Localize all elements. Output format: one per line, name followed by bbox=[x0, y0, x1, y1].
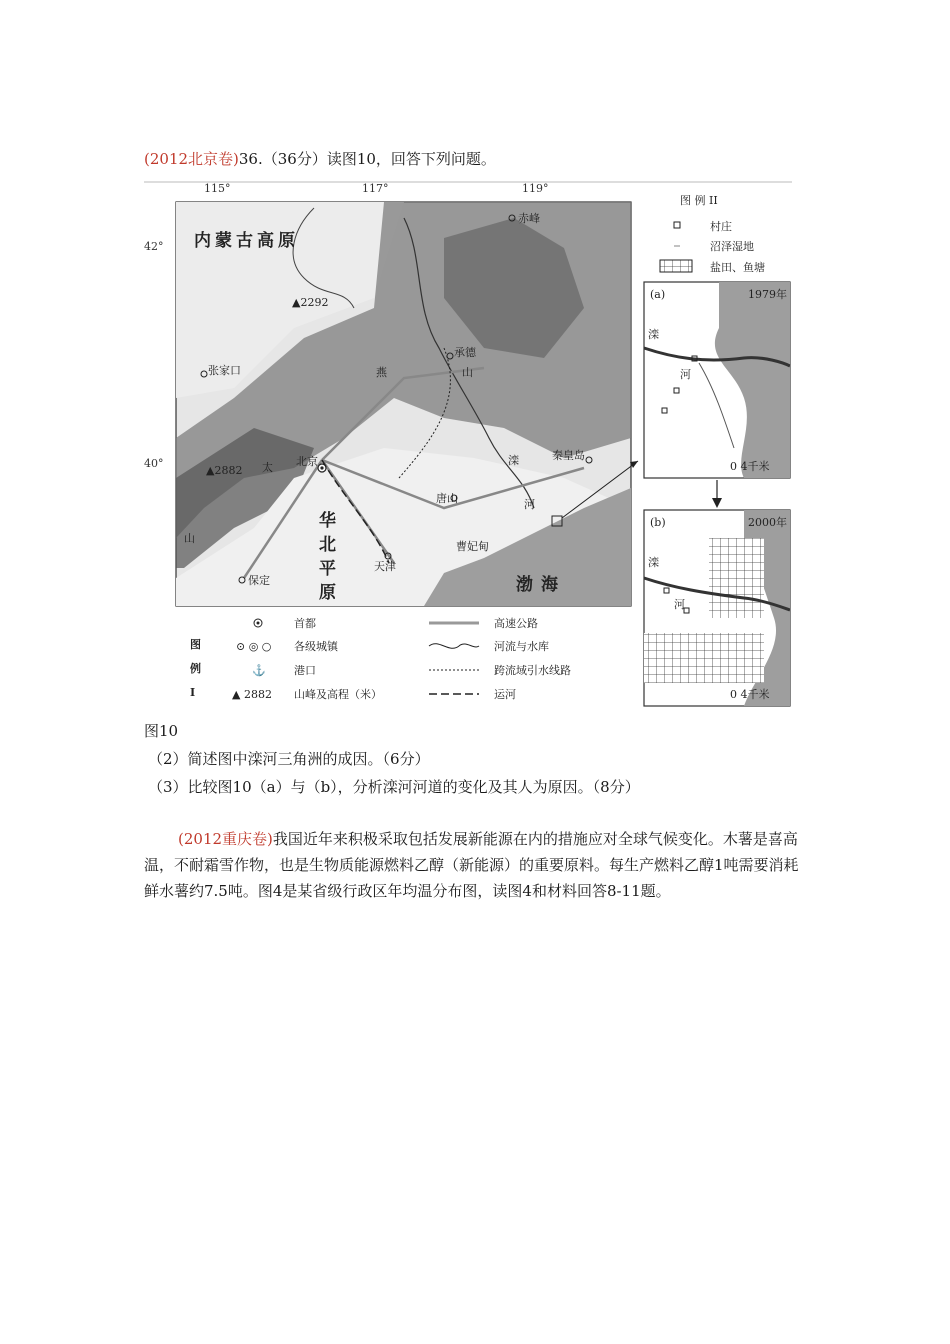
lon-119: 119° bbox=[522, 182, 549, 195]
capital-icon-dot bbox=[257, 622, 260, 625]
place-caofeidian: 曹妃甸 bbox=[456, 540, 489, 553]
legend-saltpan: 盐田、鱼塘 bbox=[710, 261, 765, 274]
paragraph-text: 我国近年来积极采取包括发展新能源在内的措施应对全球气候变化。木薯是喜高温，不耐霜雪作物，也是生物质能源燃料乙醇（新能源）的重要原料。每生产燃料乙醇1吨需要消耗鲜水薯约7.5吨。图4是某省级行政区年均温分布图，读图4和材料回答8-11题。 bbox=[144, 830, 799, 900]
lat-42: 42° bbox=[144, 240, 164, 253]
lon-117: 117° bbox=[362, 182, 389, 195]
legend-towns: 各级城镇 bbox=[294, 640, 338, 653]
legend-i bbox=[190, 616, 571, 701]
inset-b-label: (b) bbox=[650, 516, 666, 529]
legend-canal: 运河 bbox=[494, 688, 516, 701]
anchor-icon: ⚓ bbox=[252, 664, 266, 677]
figure-10 bbox=[144, 178, 794, 708]
place-qinhuangdao: 秦皇岛 bbox=[552, 449, 585, 462]
main-map bbox=[144, 182, 638, 606]
legend-ii bbox=[660, 193, 765, 274]
region-plain-4: 原 bbox=[319, 583, 336, 603]
place-beijing: 北京 bbox=[296, 455, 318, 468]
inset-b-scale: 0 4千米 bbox=[730, 688, 770, 701]
beijing-marker-dot bbox=[320, 466, 323, 469]
inset-a bbox=[644, 282, 790, 478]
legend-i-char-2: 例 bbox=[190, 662, 201, 675]
saltpan-icon bbox=[660, 260, 692, 272]
inset-a-year: 1979年 bbox=[748, 288, 787, 301]
place-tianjin: 天津 bbox=[374, 560, 396, 573]
lat-40: 40° bbox=[144, 457, 164, 470]
lon-115: 115° bbox=[204, 182, 231, 195]
place-tangshan: 唐山 bbox=[436, 492, 458, 505]
legend-i-char-1: 图 bbox=[190, 638, 201, 651]
inset-b-year: 2000年 bbox=[748, 516, 787, 529]
place-chengde: 承德 bbox=[454, 346, 476, 359]
question-8-11-paragraph bbox=[144, 826, 806, 904]
river-luan: 滦 bbox=[508, 454, 519, 467]
peak-2292: ▲2292 bbox=[292, 296, 329, 309]
source-tag: (2012重庆卷) bbox=[178, 830, 273, 848]
legend-river: 河流与水库 bbox=[494, 640, 549, 653]
inset-down-arrowhead bbox=[712, 498, 722, 508]
legend-ii-title: 图 例 II bbox=[680, 194, 718, 207]
question-3: （3）比较图10（a）与（b），分析滦河河道的变化及其人为原因。（8分） bbox=[148, 778, 640, 796]
place-baoding: 保定 bbox=[248, 574, 270, 587]
peak-2882: ▲2882 bbox=[206, 464, 243, 477]
place-chifeng: 赤峰 bbox=[518, 212, 540, 225]
legend-marsh: 沼泽湿地 bbox=[710, 240, 754, 253]
region-plain-2: 北 bbox=[319, 535, 336, 555]
inset-a-scale: 0 4千米 bbox=[730, 460, 770, 473]
mountain-shan: 山 bbox=[462, 366, 473, 379]
mountain-shan-2: 山 bbox=[184, 532, 195, 545]
question-text: 36.（36分）读图10，回答下列问题。 bbox=[238, 150, 496, 168]
mountain-tai: 太 bbox=[262, 461, 273, 474]
place-zhangjiakou: 张家口 bbox=[208, 364, 241, 377]
legend-peak: 山峰及高程（米） bbox=[294, 688, 382, 701]
region-plain-3: 平 bbox=[319, 559, 336, 579]
town-icons: ⊙ ◎ ○ bbox=[236, 640, 272, 653]
inset-b-river-2: 河 bbox=[674, 598, 685, 611]
inset-b-river-1: 滦 bbox=[648, 556, 659, 569]
legend-highway: 高速公路 bbox=[494, 617, 538, 630]
figure-caption: 图10 bbox=[144, 722, 179, 740]
question-2: （2）简述图中滦河三角洲的成因。（6分） bbox=[148, 750, 430, 768]
legend-diversion: 跨流域引水线路 bbox=[494, 664, 571, 677]
region-bohai: 渤海 bbox=[516, 575, 566, 595]
mountain-yan: 燕 bbox=[376, 366, 387, 379]
legend-village: 村庄 bbox=[710, 220, 732, 233]
marsh-icon bbox=[668, 240, 686, 252]
inset-a-river-2: 河 bbox=[680, 368, 691, 381]
inset-a-river-1: 滦 bbox=[648, 328, 659, 341]
source-tag: (2012北京卷) bbox=[144, 150, 239, 168]
river-he: 河 bbox=[524, 498, 535, 511]
peak-sample: ▲ 2882 bbox=[232, 688, 272, 701]
river-icon bbox=[429, 644, 479, 649]
legend-i-char-3: I bbox=[190, 686, 196, 699]
region-plateau: 内蒙古高原 bbox=[194, 231, 299, 251]
inset-a-label: (a) bbox=[650, 288, 666, 301]
question-36-heading bbox=[144, 148, 496, 169]
region-plain-1: 华 bbox=[319, 511, 336, 531]
legend-port: 港口 bbox=[294, 664, 316, 677]
village-icon bbox=[674, 222, 680, 228]
legend-capital: 首都 bbox=[294, 617, 316, 630]
inset-b bbox=[644, 510, 790, 706]
